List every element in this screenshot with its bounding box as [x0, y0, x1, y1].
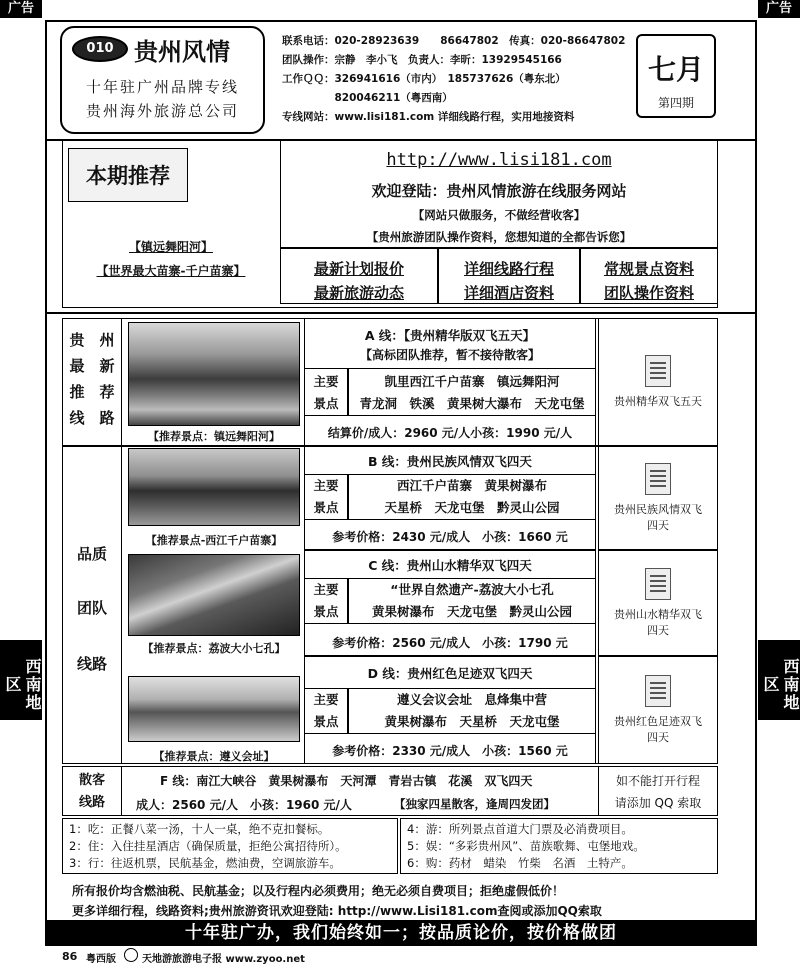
doc-cell-c[interactable]: [598, 550, 718, 656]
price-b: 参考价格：2430 元/成人 小孩：1660 元: [332, 530, 568, 544]
spot-line: 遵义会议会址 息烽集中营: [396, 692, 547, 707]
contact-phone: 联系电话：020-28923639 86647802 传真：020-86647802: [282, 35, 626, 47]
line-f-route: F 线：南江大峡谷 黄果树瀑布 天河潭 青岩古镇 花溪 双飞四天: [160, 774, 533, 788]
recommend-item-2[interactable]: 【世界最大苗寨-千户苗寨】: [96, 264, 246, 278]
qq-request-cell[interactable]: [598, 766, 718, 816]
spot-line: 青龙洞 铁溪 黄果树大瀑布 天龙屯堡: [359, 396, 585, 411]
spot-line: 天星桥 天龙屯堡 黔灵山公园: [384, 500, 560, 515]
price-a: 结算价/成人：2960 元/人小孩：1990 元/人: [327, 426, 573, 440]
line-d-title: D 线：贵州红色足迹双飞四天: [367, 666, 533, 681]
info-line: 2：住：入住挂星酒店（确保质量，拒绝公寓招待所）。: [69, 839, 347, 853]
photo-xijiang: [128, 448, 300, 526]
contact-qq: 工作ＱＱ：326941616（市内） 185737626（粤东北）: [282, 73, 566, 85]
doc-cell-d[interactable]: [598, 656, 718, 764]
spots-label-line: 景点: [313, 500, 339, 515]
doc-label-b: 贵州民族风情双飞四天: [614, 503, 702, 532]
document-icon: [645, 675, 671, 707]
section-quality-label: [62, 446, 122, 764]
side-label-line: 最 新: [69, 357, 115, 375]
side-tab-left: 西南地区: [0, 640, 42, 720]
spot-line: 西江千户苗寨 黄果树瀑布: [396, 478, 547, 493]
price-c: 参考价格：2560 元/成人 小孩：1790 元: [332, 636, 568, 650]
spots-label-line: 主要: [313, 692, 339, 707]
spots-label-line: 主要: [313, 478, 339, 493]
qq-request-line: 请添加 QQ 索取: [614, 796, 702, 810]
welcome-text: 欢迎登陆：贵州风情旅游在线服务网站: [371, 182, 627, 200]
contact-block: [282, 32, 627, 127]
spots-label-d: [304, 688, 348, 734]
spots-d: [348, 688, 596, 734]
info-line: 1：吃：正餐八菜一汤，十人一桌，绝不克扣餐标。: [69, 822, 330, 836]
brand-name: 贵州风情: [134, 38, 230, 66]
info-right: [400, 818, 718, 874]
qq-request-line: 如不能打开行程: [615, 774, 700, 788]
side-label-line: 散客: [78, 773, 105, 788]
spots-label-line: 主要: [313, 582, 339, 597]
spots-b: [348, 474, 596, 520]
issue-month: 七月: [647, 53, 704, 86]
contact-qq-2: 820046211（粤西南）: [282, 92, 453, 104]
footer-banner: 十年驻广办，我们始终如一；按品质论价，按价格做团: [45, 920, 757, 946]
side-label-line: 品质: [76, 545, 107, 563]
spots-c: [348, 578, 596, 624]
spot-line: 黄果树瀑布 天龙屯堡 黔灵山公园: [371, 604, 572, 619]
spots-label-b: [304, 474, 348, 520]
info-line: 3：行：往返机票，民航基金，燃油费，空调旅游车。: [69, 856, 341, 870]
page-number: 86: [62, 950, 78, 963]
footer-note-2: 更多详细行程，线路资料;贵州旅游资讯欢迎登陆: http://www.Lisi181.com查阅或添加QQ索取: [72, 904, 602, 918]
footer-note-1: 所有报价均含燃油税、民航基金；以及行程内必须费用；绝无必须自费项目；拒绝虚假低价！: [72, 884, 565, 898]
photo-libo: [128, 554, 300, 636]
side-label-line: 线路: [76, 655, 107, 673]
spots-label-a: [304, 368, 348, 416]
note-service: 【网站只做服务，不做经营收客】: [412, 208, 586, 222]
spot-line: 黄果树瀑布 天星桥 天龙屯堡: [384, 714, 560, 729]
logo-panel: [60, 26, 265, 134]
side-tab-right: 西南地区: [758, 640, 800, 720]
photo-caption-d: 【推荐景点：遵义会址】: [153, 750, 275, 763]
side-label-line: 线 路: [69, 409, 115, 427]
document-icon: [645, 463, 671, 495]
price-d: 参考价格：2330 元/成人 小孩：1560 元: [332, 744, 568, 758]
spot-line: 凯里西江千户苗寨 镇远舞阳河: [384, 374, 560, 389]
issue-number: 第四期: [657, 96, 694, 110]
document-icon: [645, 355, 671, 387]
link-spot-info[interactable]: 常规景点资料: [603, 260, 694, 278]
line-f-note: 【独家四星散客，逢周四发团】: [394, 797, 555, 811]
publisher-logo-icon: [124, 948, 138, 962]
doc-label-a: 贵州精华双飞五天: [614, 395, 702, 408]
link-team-ops[interactable]: 团队操作资料: [603, 284, 694, 302]
info-line: 5：娱：“多彩贵州风”、苗族歌舞、屯堡地戏。: [407, 839, 645, 853]
website-url[interactable]: http://www.lisi181.com: [386, 150, 612, 170]
side-label-line: 团队: [76, 599, 107, 617]
side-label-line: 线路: [78, 795, 105, 810]
publication-edition: 粤西版: [86, 954, 116, 965]
section-a-label: [62, 318, 122, 446]
link-news[interactable]: 最新旅游动态: [313, 284, 404, 302]
spots-label-line: 景点: [313, 714, 339, 729]
doc-cell-a[interactable]: [598, 318, 718, 446]
line-f-price: 成人：2560 元/人 小孩：1960 元/人: [136, 798, 352, 812]
line-a-subtitle: 【高标团队推荐，暂不接待散客】: [359, 348, 540, 362]
info-left: [62, 818, 398, 874]
photo-zunyi: [128, 676, 300, 742]
photo-caption-b: 【推荐景点-西江千户苗寨】: [145, 534, 283, 547]
photo-wuyang-river: [128, 322, 300, 426]
photo-caption-c: 【推荐景点：荔波大小七孔】: [142, 642, 286, 655]
recommend-item-1[interactable]: 【镇远舞阳河】: [128, 240, 213, 254]
doc-label-d: 贵州红色足迹双飞四天: [614, 715, 702, 744]
link-latest-plan[interactable]: 最新计划报价: [313, 260, 404, 278]
spots-label-line: 景点: [313, 604, 339, 619]
recommend-title: 本期推荐: [68, 148, 188, 202]
spots-label-c: [304, 578, 348, 624]
link-hotel-info[interactable]: 详细酒店资料: [463, 284, 554, 302]
spot-line: “世界自然遗产-荔波大小七孔: [390, 582, 554, 597]
document-icon: [645, 568, 671, 600]
ad-tag-left: 广告: [0, 0, 42, 18]
section-f-label: [62, 766, 122, 816]
ad-tag-right: 广告: [758, 0, 800, 18]
line-b-title: B 线：贵州民族风情双飞四天: [368, 454, 532, 469]
doc-cell-b[interactable]: [598, 446, 718, 550]
note-info: 【贵州旅游团队操作资料，您想知道的全都告诉您】: [366, 230, 632, 244]
side-label-line: 推 荐: [69, 383, 115, 401]
spots-label-line: 景点: [313, 396, 339, 411]
link-route-detail[interactable]: 详细线路行程: [463, 260, 554, 278]
company-name: 贵州海外旅游总公司: [85, 102, 239, 120]
section-divider-1: [45, 312, 757, 314]
side-label-line: 贵 州: [69, 331, 115, 349]
spots-label-line: 主要: [313, 374, 339, 389]
contact-team: 团队操作：宗静 李小飞 负责人：李昕：13929545166: [282, 54, 562, 66]
issue-scroll: [636, 34, 716, 118]
contact-website[interactable]: 专线网站：www.lisi181.com 详细线路行程，实用地接资料: [282, 111, 575, 123]
line-c-title: C 线：贵州山水精华双飞四天: [368, 558, 532, 573]
info-line: 6：购：药材 蜡染 竹柴 名酒 土特产。: [407, 856, 633, 870]
brand-slogan: 十年驻广州品牌专线: [85, 78, 239, 96]
logo-badge: 010: [72, 36, 128, 62]
photo-caption-a: 【推荐景点：镇远舞阳河】: [148, 430, 280, 443]
spots-a: [348, 368, 596, 416]
publication-name: 天地游旅游电子报 www.zyoo.net: [142, 954, 305, 965]
info-line: 4：游：所列景点首道大门票及必消费项目。: [407, 822, 633, 836]
line-a-title: A 线：【贵州精华版双飞五天】: [364, 328, 536, 343]
doc-label-c: 贵州山水精华双飞四天: [614, 608, 702, 637]
